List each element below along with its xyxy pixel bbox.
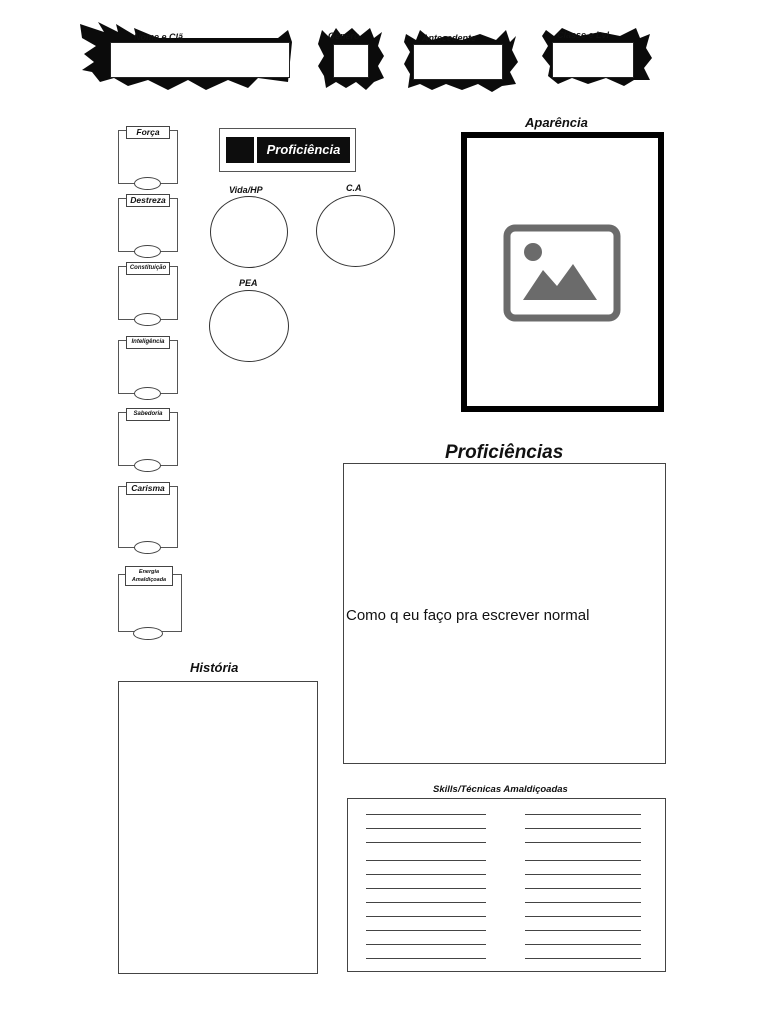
pea-label: PEA: [239, 278, 258, 288]
attribute-modifier-oval[interactable]: [134, 541, 161, 554]
name-label: Nome e Clã: [134, 32, 184, 42]
skills-box[interactable]: [347, 798, 666, 972]
proficiency-bonus-label: Proficiência: [257, 137, 350, 163]
attribute-cursed-energy[interactable]: [116, 566, 182, 640]
attribute-label: Constituição: [126, 262, 170, 275]
attribute-label: Destreza: [126, 194, 170, 207]
appearance-title: Aparência: [525, 115, 588, 130]
ac-circle[interactable]: [316, 195, 395, 267]
attribute-label: Inteligência: [126, 336, 170, 349]
attribute-modifier-oval[interactable]: [134, 245, 161, 258]
proficiency-bonus-badge: [219, 128, 356, 172]
attribute-constitution[interactable]: [116, 262, 180, 326]
attribute-modifier-oval[interactable]: [134, 459, 161, 472]
attribute-modifier-oval[interactable]: [134, 313, 161, 326]
attribute-charisma[interactable]: [116, 482, 180, 554]
class-field[interactable]: [552, 42, 634, 78]
proficiency-bonus-box[interactable]: [226, 137, 254, 163]
name-field[interactable]: [110, 42, 290, 78]
attribute-label: Força: [126, 126, 170, 139]
attribute-strength[interactable]: [116, 126, 180, 190]
pea-circle[interactable]: [209, 290, 289, 362]
attribute-label: Carisma: [126, 482, 170, 495]
image-placeholder-icon: [503, 224, 621, 322]
class-label: Classe e Lvl: [557, 30, 610, 40]
skills-title: Skills/Técnicas Amaldiçoadas: [433, 784, 568, 795]
hp-label: Vida/HP: [229, 185, 263, 195]
hp-circle[interactable]: [210, 196, 288, 268]
ac-label: C.A: [346, 183, 362, 193]
history-title: História: [190, 660, 239, 675]
proficiencies-title: Proficiências: [445, 442, 564, 463]
gender-label: Gênero: [328, 31, 360, 41]
attribute-dexterity[interactable]: [116, 194, 180, 258]
attribute-modifier-oval[interactable]: [133, 627, 163, 640]
attribute-label: Energia Amaldiçoada: [125, 566, 173, 586]
attribute-label: Sabedoria: [126, 408, 170, 421]
attribute-intelligence[interactable]: [116, 336, 180, 400]
attribute-card: [118, 486, 178, 548]
proficiencies-text: Como q eu faço pra escrever normal: [346, 607, 590, 624]
gender-field[interactable]: [333, 44, 369, 78]
history-box[interactable]: [118, 681, 318, 974]
appearance-box[interactable]: [461, 132, 664, 412]
attribute-modifier-oval[interactable]: [134, 387, 161, 400]
attribute-modifier-oval[interactable]: [134, 177, 161, 190]
attribute-wisdom[interactable]: [116, 408, 180, 472]
proficiencies-box[interactable]: [343, 463, 666, 764]
background-label: Antecedente: [422, 33, 477, 43]
background-field[interactable]: [413, 44, 503, 80]
